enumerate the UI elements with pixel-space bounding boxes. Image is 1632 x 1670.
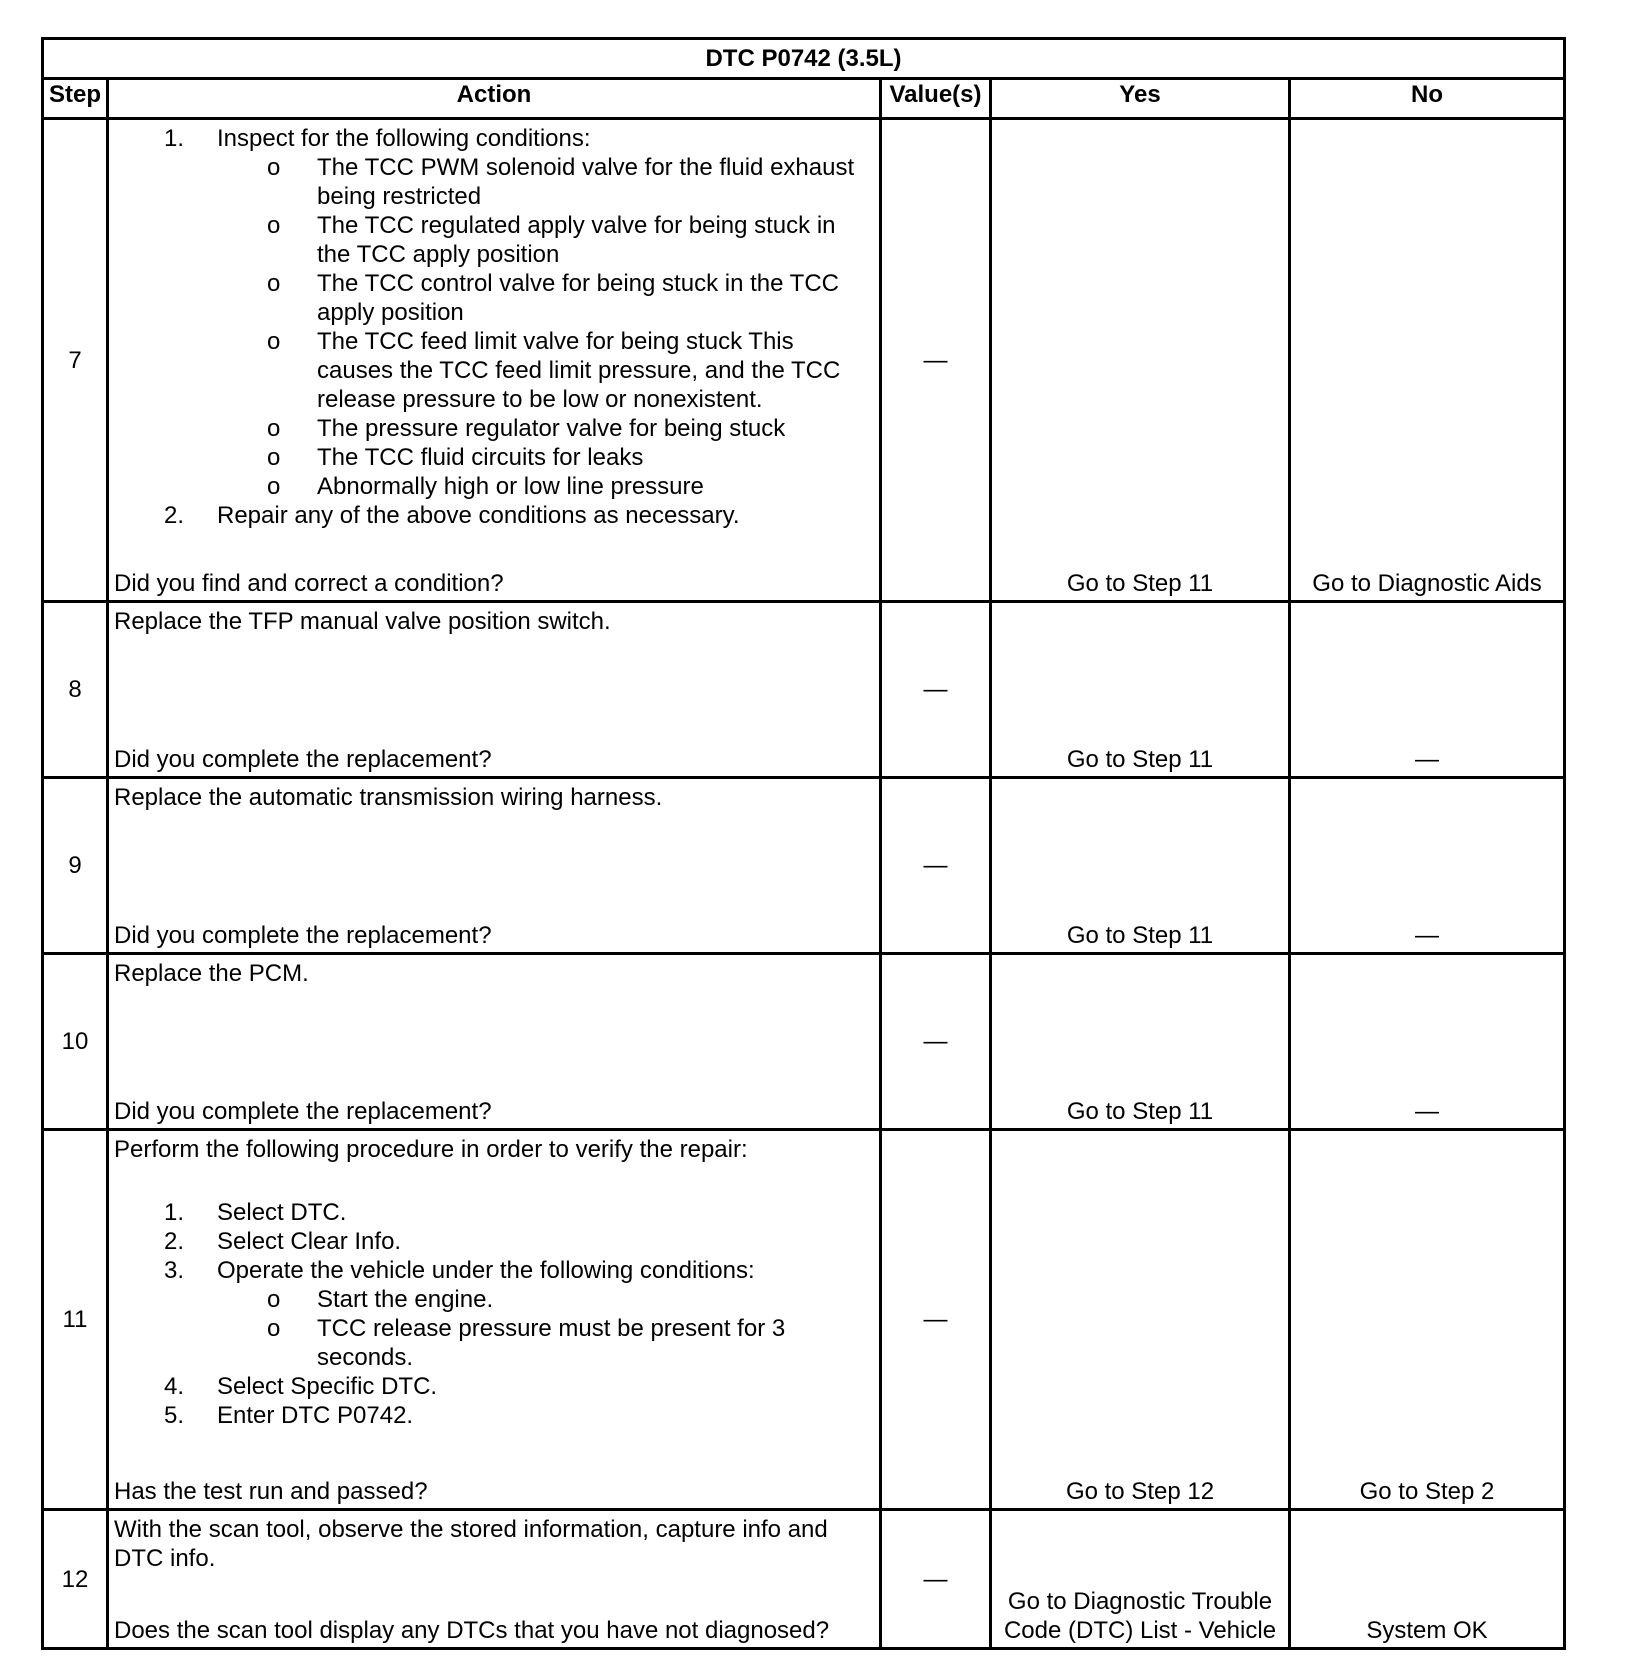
header-no: No [1290, 79, 1565, 119]
condition-item [217, 327, 869, 414]
step-ordinal: 1. [164, 125, 185, 152]
bullet-icon: o [267, 473, 281, 500]
action-intro: Replace the PCM. [114, 960, 309, 987]
step-number: 9 [43, 778, 108, 954]
step-number: 8 [43, 602, 108, 778]
no-result: Go to Diagnostic Aids [1290, 119, 1565, 602]
condition-item [217, 269, 869, 327]
action-question: Has the test run and passed? [114, 1478, 428, 1505]
bullet-icon: o [267, 212, 281, 239]
condition-list [217, 153, 869, 501]
no-result: — [1290, 778, 1565, 954]
action-question: Did you find and correct a condition? [114, 570, 504, 597]
action-question: Does the scan tool display any DTCs that you have not diagnosed? [114, 1617, 830, 1644]
header-step: Step [43, 79, 108, 119]
action-cell [108, 119, 881, 602]
condition-text: The pressure regulator valve for being stuck [317, 415, 786, 442]
yes-result: Go to Diagnostic Trouble Code (DTC) List - Vehicle [991, 1510, 1290, 1649]
action-cell [108, 602, 881, 778]
bullet-icon: o [267, 1286, 281, 1313]
table-row [43, 1130, 1565, 1510]
condition-item [217, 472, 869, 501]
table-body [43, 119, 1565, 1649]
step-ordinal: 2. [164, 1228, 185, 1255]
procedure-step [114, 1256, 869, 1285]
condition-item [217, 443, 869, 472]
header-yes: Yes [991, 79, 1290, 119]
condition-text: The TCC control valve for being stuck in the TCC apply position [317, 270, 839, 326]
condition-list [217, 1285, 869, 1372]
condition-text: Start the engine. [317, 1286, 494, 1313]
procedure-step [114, 1401, 869, 1430]
header-values: Value(s) [881, 79, 991, 119]
action-content [109, 1131, 879, 1508]
condition-text: The TCC PWM solenoid valve for the fluid exhaust being restricted [317, 154, 855, 210]
action-intro: Replace the automatic transmission wiring harness. [114, 784, 663, 811]
value-cell: — [881, 602, 991, 778]
step-text: Select Specific DTC. [217, 1373, 438, 1400]
step-ordinal: 5. [164, 1402, 185, 1429]
action-content [109, 779, 879, 952]
condition-item [217, 153, 869, 211]
action-body [114, 959, 869, 988]
condition-text: The TCC fluid circuits for leaks [317, 444, 644, 471]
no-result: Go to Step 2 [1290, 1130, 1565, 1510]
no-result: — [1290, 954, 1565, 1130]
condition-item [217, 414, 869, 443]
table-row [43, 1510, 1565, 1649]
yes-result: Go to Step 11 [991, 602, 1290, 778]
action-intro: With the scan tool, observe the stored information, capture info and DTC info. [114, 1516, 828, 1572]
value-cell: — [881, 1130, 991, 1510]
action-body [114, 783, 869, 812]
action-intro: Perform the following procedure in order to verify the repair: [114, 1136, 748, 1163]
table-row [43, 954, 1565, 1130]
step-ordinal: 2. [164, 502, 185, 529]
bullet-icon: o [267, 328, 281, 355]
bullet-icon: o [267, 415, 281, 442]
step-text: Select Clear Info. [217, 1228, 402, 1255]
table-row [43, 119, 1565, 602]
step-text: Select DTC. [217, 1199, 347, 1226]
no-result: System OK [1290, 1510, 1565, 1649]
procedure-step [114, 124, 869, 153]
action-body [114, 607, 869, 636]
bullet-icon: o [267, 1315, 281, 1342]
bullet-icon: o [267, 154, 281, 181]
step-number: 10 [43, 954, 108, 1130]
step-ordinal: 3. [164, 1257, 185, 1284]
bullet-icon: o [267, 444, 281, 471]
value-cell: — [881, 778, 991, 954]
no-result: — [1290, 602, 1565, 778]
action-body [114, 124, 869, 530]
action-body [114, 1515, 869, 1573]
procedure-step [114, 1372, 869, 1401]
table-row [43, 602, 1565, 778]
action-cell [108, 778, 881, 954]
step-number: 11 [43, 1130, 108, 1510]
action-content [109, 955, 879, 1128]
action-body [114, 1135, 869, 1430]
step-text: Repair any of the above conditions as necessary. [217, 502, 740, 529]
action-question: Did you complete the replacement? [114, 746, 492, 773]
procedure-step [114, 1198, 869, 1227]
action-cell [108, 1510, 881, 1649]
procedure-step [114, 501, 869, 530]
table-row [43, 778, 1565, 954]
value-cell: — [881, 1510, 991, 1649]
condition-text: The TCC regulated apply valve for being stuck in the TCC apply position [317, 212, 836, 268]
procedure-list [114, 1198, 869, 1430]
action-cell [108, 1130, 881, 1510]
condition-text: TCC release pressure must be present for 3 seconds. [317, 1315, 786, 1371]
action-content [109, 603, 879, 776]
value-cell: — [881, 954, 991, 1130]
yes-result: Go to Step 12 [991, 1130, 1290, 1510]
step-number: 7 [43, 119, 108, 602]
step-text: Enter DTC P0742. [217, 1402, 414, 1429]
value-cell: — [881, 119, 991, 602]
yes-result: Go to Step 11 [991, 954, 1290, 1130]
step-ordinal: 4. [164, 1373, 185, 1400]
action-cell [108, 954, 881, 1130]
condition-text: The TCC feed limit valve for being stuck This causes the TCC feed limit pressure, and the TCC release pressure to be low or nonexistent. [317, 328, 841, 413]
header-action: Action [108, 79, 881, 119]
yes-result: Go to Step 11 [991, 119, 1290, 602]
step-ordinal: 1. [164, 1199, 185, 1226]
condition-item [217, 1285, 869, 1314]
condition-item [217, 211, 869, 269]
procedure-step [114, 1227, 869, 1256]
bullet-icon: o [267, 270, 281, 297]
action-content [109, 1511, 879, 1647]
step-text: Operate the vehicle under the following conditions: [217, 1257, 755, 1284]
dtc-table [41, 37, 1566, 1650]
action-question: Did you complete the replacement? [114, 922, 492, 949]
table-title: DTC P0742 (3.5L) [43, 39, 1565, 79]
step-text: Inspect for the following conditions: [217, 125, 591, 152]
action-intro: Replace the TFP manual valve position switch. [114, 608, 611, 635]
yes-result: Go to Step 11 [991, 778, 1290, 954]
action-content [109, 120, 879, 600]
step-number: 12 [43, 1510, 108, 1649]
procedure-list [114, 124, 869, 530]
condition-text: Abnormally high or low line pressure [317, 473, 704, 500]
action-question: Did you complete the replacement? [114, 1098, 492, 1125]
condition-item [217, 1314, 869, 1372]
